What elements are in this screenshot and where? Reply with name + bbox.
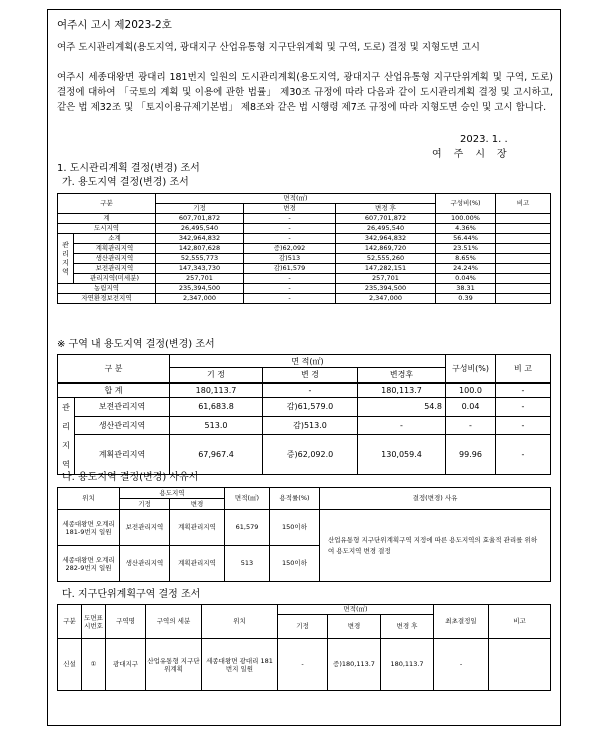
side-label: 관리지역 (58, 234, 74, 284)
table-row: 계 607,701,872 - 607,701,872 100.00% (58, 214, 551, 224)
district-plan-table (57, 604, 551, 691)
header-change: 변경 (244, 204, 336, 214)
header-change: 변경 (328, 615, 381, 639)
header-note: 비고 (496, 194, 551, 214)
header-no: 도면표시번호 (82, 605, 106, 639)
header-after: 변경 후 (381, 615, 434, 639)
header-zone: 용도지역 (120, 488, 225, 499)
section-heading: 1. 도시관리계획 결정(변경) 조서 (57, 163, 200, 174)
notice-title: 여주시 고시 제2023-2호 (57, 19, 172, 31)
header-district: 구역명 (106, 605, 146, 639)
header-after: 변경후 (358, 368, 446, 383)
header-area: 면적(㎡) (156, 194, 436, 204)
header-type: 구 분 (58, 355, 170, 383)
table-row: 신설 ① 광대지구 산업유통형 지구단위계획 세종대왕면 광대리 181번지 일원 - 증)180,113.7 180,113.7 - (58, 639, 551, 691)
header-type: 구분 (58, 194, 156, 214)
header-ratio: 구성비(%) (436, 194, 496, 214)
district-zone-table (57, 354, 551, 475)
table-row: 생산관리지역 52,555,773 감)513 52,555,260 8.65% (58, 254, 551, 264)
header-reason: 결정(변경) 사유 (320, 488, 551, 510)
header-location: 위치 (202, 605, 278, 639)
notice-subject: 여주 도시관리계획(용도지역, 광대지구 산업유통형 지구단위계획 및 구역, 도로) 결정 및 지형도면 고시 (57, 42, 480, 53)
header-ratio: 구성비(%) (446, 355, 496, 383)
header-existing: 기정 (156, 204, 244, 214)
notice-body: 여주시 세종대왕면 광대리 181번지 일원의 도시관리계획(용도지역, 광대지구 산업유통형 지구단위계획 및 구역, 도로) 결정에 대하여 「국토의 계획 및 이용에 관한 법률」 제30조 규정에 따라 다음과 같이 도시관리계획 결정 및 고시하고, 같은 법 제32조 및 「토지이용규제기본법」 제8조와 같은 법 시행령 제7조 규정에 따라 지형도면 승인 및 고시 합니다. (57, 72, 553, 113)
header-existing: 기정 (120, 499, 170, 510)
table-row: 농림지역 235,394,500 - 235,394,500 38.31 (58, 284, 551, 294)
table-row: 보전관리지역 147,343,730 감)61,579 147,282,151 24.24% (58, 264, 551, 274)
header-area: 면 적(㎡) (170, 355, 446, 368)
subsection-b-heading: 나. 용도지역 결정(변경) 사유서 (62, 472, 199, 483)
zone-table (57, 193, 551, 304)
notice-date: 2023. 1. . (460, 134, 508, 145)
reason-text: 산업유통형 지구단위계획구역 지정에 따른 용도지역의 효율적 관리를 위하여 용도지역 변경 결정 (320, 510, 551, 582)
subsection-a-heading: 가. 용도지역 결정(변경) 조서 (62, 177, 189, 188)
header-area: 면적(㎡) (225, 488, 270, 510)
table-row: 관리지역(미세분) 257,701 - 257,701 0.04% (58, 274, 551, 284)
side-label: 관리지역 (58, 398, 75, 475)
header-change: 변 경 (263, 368, 358, 383)
table-row: 관리지역 소계 342,964,832 - 342,964,832 56.44% (58, 234, 551, 244)
header-kind: 구역의 세분 (146, 605, 202, 639)
header-note: 비 고 (496, 355, 551, 383)
table-row: 세종대왕면 오계리 181-9번지 일원 보전관리지역 계획관리지역 61,579 150이하 산업유통형 지구단위계획구역 지정에 따른 용도지역의 효율적 관리를 위하여 용도지역 변경 결정 (58, 510, 551, 546)
header-note: 비고 (489, 605, 551, 639)
header-location: 위치 (58, 488, 120, 510)
zone-subsection-heading: ※ 구역 내 용도지역 결정(변경) 조서 (57, 339, 215, 350)
header-area: 면적(㎡) (278, 605, 434, 615)
table-row: 계획관리지역 67,967.4 증)62,092.0 130,059.4 99.96 - (58, 435, 551, 475)
header-first-decision: 최초결정일 (434, 605, 489, 639)
header-existing: 기 정 (170, 368, 263, 383)
table-row: 합 계 180,113.7 - 180,113.7 100.0 - (58, 383, 551, 398)
table-row: 도시지역 26,495,540 - 26,495,540 4.36% (58, 224, 551, 234)
table-row: 세종대왕면 오계리 282-9번지 일원 생산관리지역 계획관리지역 513 150이하 (58, 546, 551, 582)
reason-table (57, 487, 551, 582)
notice-issuer: 여주시장 (432, 149, 519, 160)
header-ratio: 용적률(%) (270, 488, 320, 510)
header-change: 변경 (170, 499, 225, 510)
table-row: 생산관리지역 513.0 감)513.0 - - - (58, 416, 551, 435)
table-row: 계획관리지역 142,807,628 증)62,092 142,869,720 23.51% (58, 244, 551, 254)
table-row: 자연환경보전지역 2,347,000 - 2,347,000 0.39 (58, 294, 551, 304)
header-existing: 기정 (278, 615, 328, 639)
header-type: 구분 (58, 605, 82, 639)
subsection-c-heading: 다. 지구단위계획구역 결정 조서 (62, 589, 201, 600)
table-row: 관리지역 보전관리지역 61,683.8 감)61,579.0 54.8 0.04 - (58, 398, 551, 417)
header-after: 변경 후 (336, 204, 436, 214)
